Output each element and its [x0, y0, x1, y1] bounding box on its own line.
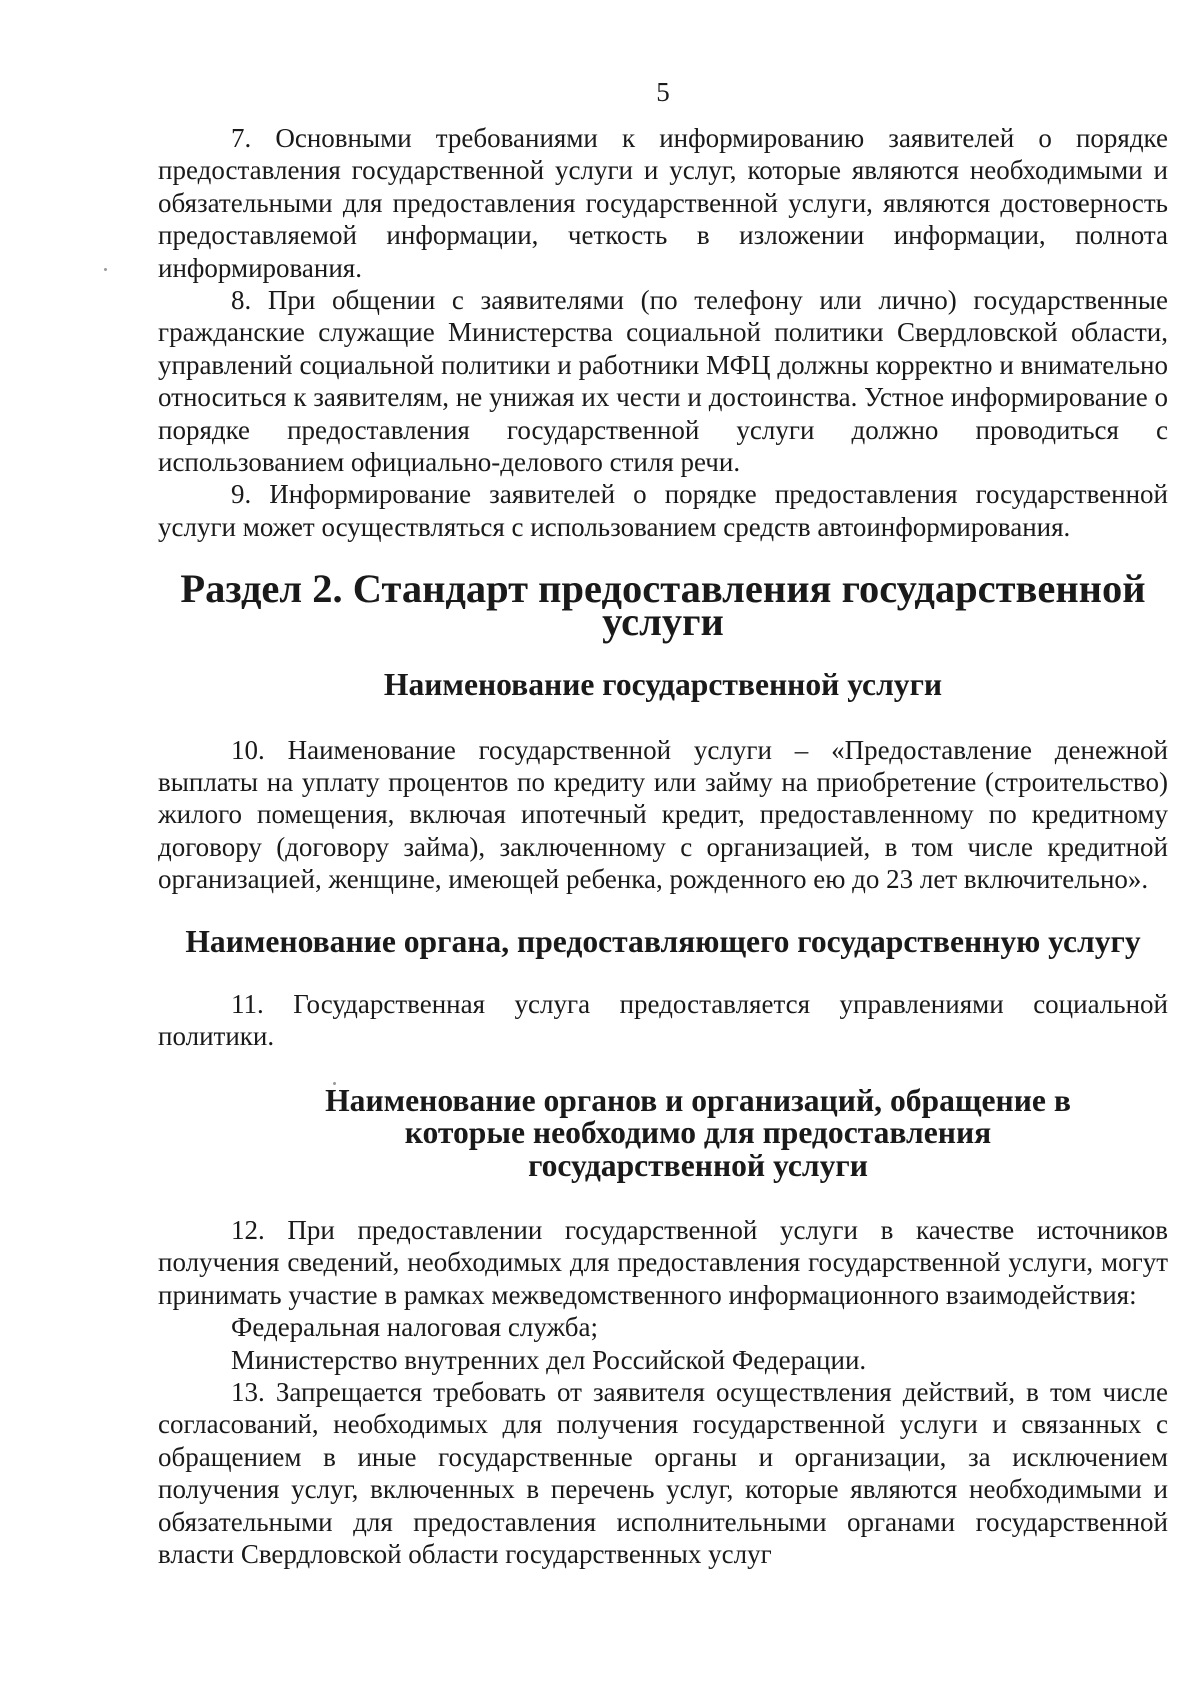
paragraph-8: 8. При общении с заявителями (по телефону или лично) государственные гражданские служащие Министерства социальной политики Свердловской области, управлений социальной политики и работники МФЦ должны корректно и внимательно относиться к заявителям, не унижая их чести и достоинства. Устное информирование о порядке предоставления государственной услуги должно проводиться с использованием официально-делового стиля речи. [158, 285, 1168, 478]
service-name-heading: Наименование государственной услуги [383, 667, 943, 703]
page-number: 5 [656, 77, 670, 107]
authority-heading: Наименование органа, предоставляющего государственную услугу [185, 923, 1141, 959]
paragraph-9: 9. Информирование заявителей о порядке предоставления государственной услуги может осуществляться с использованием средств автоинформирования. [158, 479, 1168, 542]
scan-artifact-dot [104, 268, 107, 271]
section-2-heading: Раздел 2. Стандарт предоставления государственной услуги [180, 566, 1146, 644]
paragraph-10: 10. Наименование государственной услуги – «Предоставление денежной выплаты на уплату процентов по кредиту или займу на приобретение (строительство) жилого помещения, включая ипотечный кредит, предоставленному по кредитному договору (договору займа), заключенному с организацией, в том числе кредитной организацией, женщине, имеющей ребенка, рожденного ею до 23 лет включительно». [158, 734, 1168, 895]
organizations-heading: Наименование органов и организаций, обращение в которые необходимо для предоставления государственной услуги [325, 1082, 1071, 1183]
paragraph-11: 11. Государственная услуга предоставляется управлениями социальной политики. [158, 988, 1168, 1052]
document-page [158, 76, 1168, 1570]
paragraph-7: 7. Основными требованиями к информированию заявителей о порядке предоставления государственной услуги и услуг, которые являются необходимыми и обязательными для предоставления государственной услуги, являются достоверность предоставляемой информации, четкость в изложении информации, полнота информирования. [158, 123, 1168, 283]
list-item-tax-service: Федеральная налоговая служба; [231, 1312, 599, 1343]
paragraph-13: 13. Запрещается требовать от заявителя осуществления действий, в том числе согласований, необходимых для получения государственной услуги и связанных с обращением в иные государственные органы и организации, за исключением получения услуг, включенных в перечень услуг, которые являются необходимыми и обязательными для предоставления исполнительными органами государственной власти Свердловской области государственных услуг [158, 1377, 1168, 1570]
list-item-interior-ministry: Министерство внутренних дел Российской Федерации. [231, 1344, 867, 1375]
paragraph-12: 12. При предоставлении государственной услуги в качестве источников получения сведений, необходимых для предоставления государственной услуги, могут принимать участие в рамках межведомственного информационного взаимодействия: [158, 1214, 1168, 1310]
